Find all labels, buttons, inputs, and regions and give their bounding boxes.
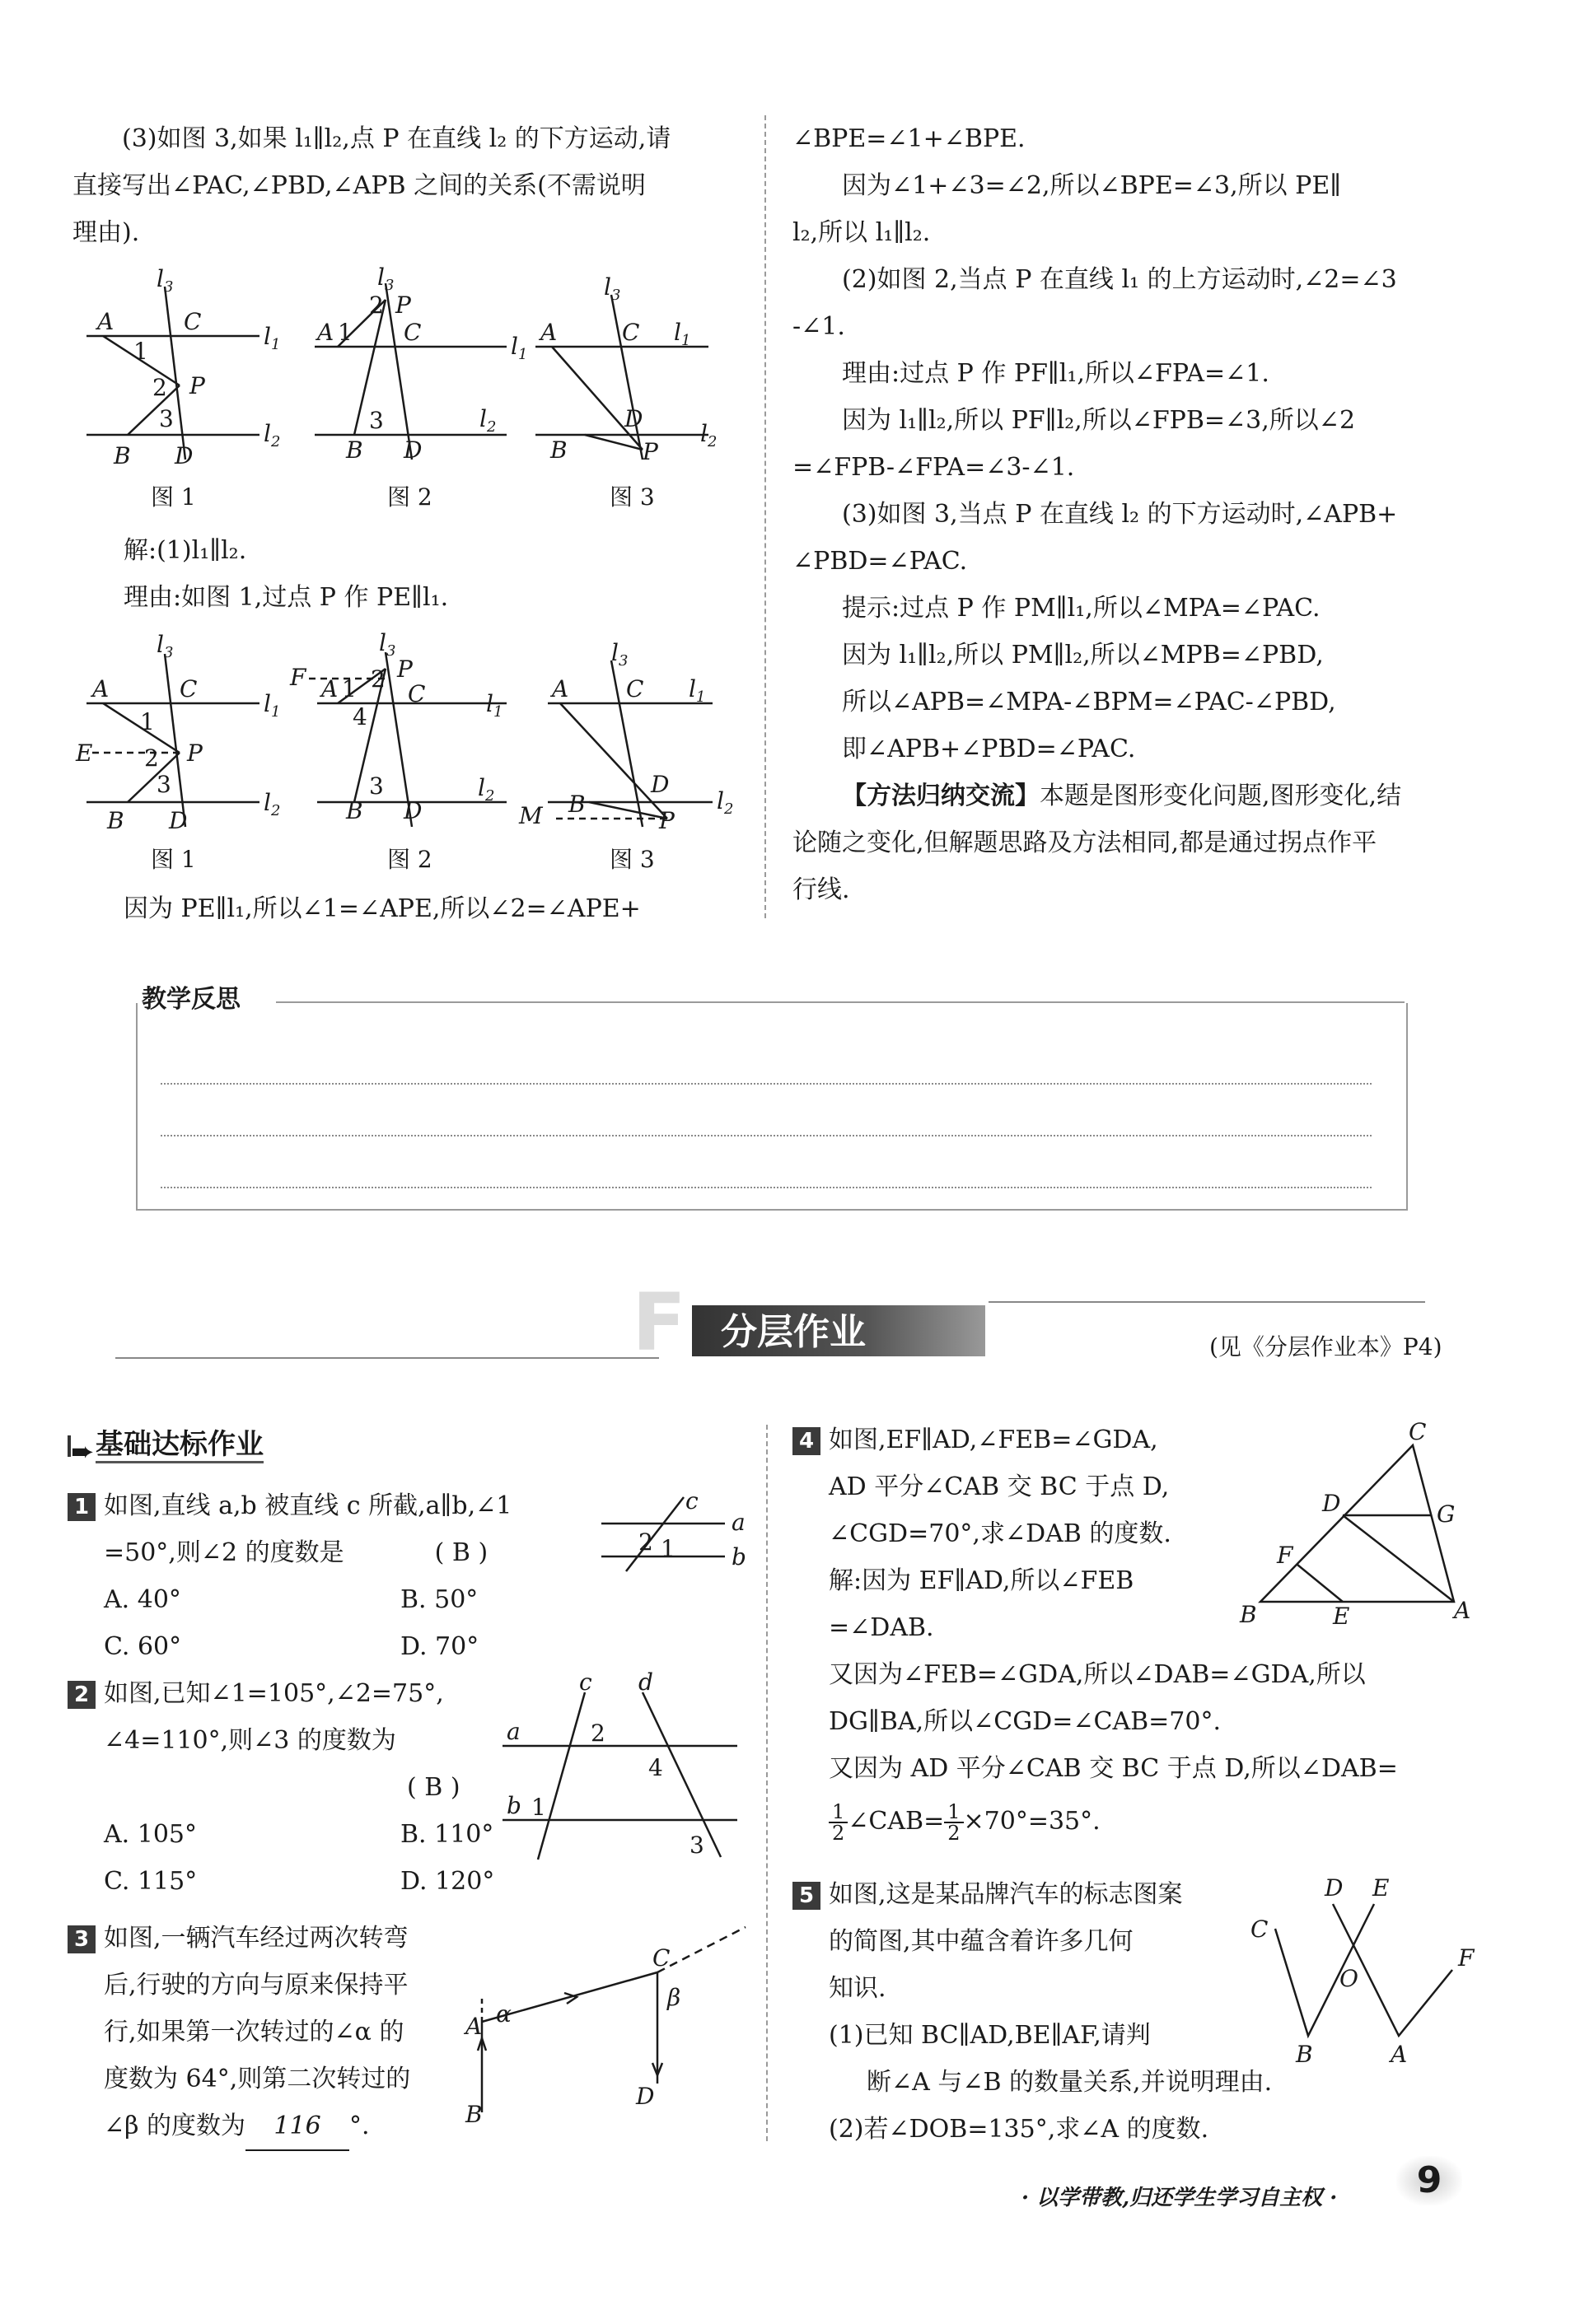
- svg-text:P: P: [187, 740, 203, 767]
- rt-line-7: =∠FPB-∠FPA=∠3-∠1.: [792, 453, 1075, 482]
- svg-text:M: M: [519, 802, 543, 829]
- reflection-top-rule: [276, 1001, 1405, 1003]
- svg-text:F: F: [290, 664, 306, 691]
- rt-method-line-0: [792, 772, 1476, 819]
- svg-text:B: B: [107, 807, 124, 834]
- svg-text:1: 1: [531, 1794, 546, 1821]
- column-divider-top: [764, 115, 766, 918]
- q1-line-1: [68, 1482, 595, 1529]
- q4-frac-2: [944, 1802, 963, 1843]
- svg-text:O: O: [1339, 1965, 1358, 1992]
- svg-text:c: c: [579, 1668, 592, 1696]
- svg-text:D: D: [1322, 1490, 1341, 1517]
- q4-sol-4: 又因为 AD 平分∠CAB 交 BC 于点 D,所以∠DAB=: [829, 1754, 1398, 1783]
- svg-text:l1: $l_1$: [264, 323, 281, 353]
- rt-method-line-2: 行线.: [792, 875, 850, 904]
- q3-last-pre: ∠β 的度数为: [104, 2112, 246, 2140]
- svg-text:a: a: [732, 1509, 746, 1536]
- svg-text:l1: $l_1$: [674, 319, 691, 349]
- svg-text:C: C: [180, 675, 198, 702]
- svg-text:A: A: [97, 308, 115, 335]
- svg-text:l2: $l_2$: [264, 789, 281, 819]
- rt-line-9: ∠PBD=∠PAC.: [792, 547, 968, 576]
- svg-text:D: D: [1325, 1874, 1344, 1902]
- rt-line-2: l₂,所以 l₁∥l₂.: [792, 218, 931, 247]
- q1-option-a: A. 40°: [104, 1585, 181, 1614]
- q4-line-3: ∠CGD=70°,求∠DAB 的度数.: [829, 1519, 1171, 1548]
- sol-fig1-caption: 图 1: [151, 846, 196, 873]
- svg-text:l1: $l_1$: [486, 690, 503, 721]
- svg-text:3: 3: [369, 407, 384, 434]
- svg-text:D: D: [624, 405, 643, 432]
- svg-text:A: A: [540, 319, 558, 346]
- svg-text:1: 1: [342, 675, 357, 702]
- q2-option-a: A. 105°: [104, 1820, 197, 1849]
- q4-block: [792, 1416, 1237, 1651]
- q3-line-1: (3)如图 3,如果 l₁∥l₂,点 P 在直线 l₂ 的下方运动,请: [122, 124, 671, 153]
- svg-text:D: D: [404, 436, 423, 464]
- q2-option-b: B. 110°: [400, 1820, 494, 1849]
- section-rule-right: [989, 1301, 1425, 1303]
- sol-line-2: 理由:如图 1,过点 P 作 PE∥l₁.: [124, 583, 449, 612]
- q3-line-4: 度数为 64°,则第二次转过的: [104, 2065, 411, 2093]
- svg-text:B: B: [1296, 2041, 1313, 2068]
- svg-text:D: D: [175, 442, 194, 469]
- q1-option-b: B. 50°: [400, 1585, 479, 1614]
- q2-option-d: D. 120°: [400, 1867, 495, 1896]
- subsection-title-text: 基础达标作业: [96, 1428, 264, 1463]
- q5-line-1-text: 如图,这是某品牌汽车的标志图案: [829, 1880, 1183, 1909]
- svg-text:1: 1: [661, 1535, 675, 1562]
- svg-text:B: B: [550, 436, 568, 464]
- svg-text:2: 2: [591, 1720, 605, 1747]
- rt-line-5: 理由:过点 P 作 PF∥l₁,所以∠FPA=∠1.: [842, 359, 1269, 388]
- svg-text:P: P: [395, 292, 411, 319]
- q2-figure-svg: [498, 1668, 746, 1861]
- svg-text:2: 2: [369, 292, 384, 319]
- q2-line-2: ∠4=110°,则∠3 的度数为: [104, 1726, 396, 1755]
- q2-figure: [498, 1668, 746, 1861]
- svg-text:β: β: [667, 1984, 681, 2011]
- svg-text:2: 2: [371, 665, 386, 693]
- section-reference: (见《分层作业本》P4): [1209, 1333, 1442, 1360]
- q5-line-1: [792, 1871, 1287, 1918]
- svg-text:F: F: [1277, 1542, 1293, 1569]
- q4-solution-wide: [829, 1651, 1488, 1851]
- rt-line-12: 所以∠APB=∠MPA-∠BPM=∠PAC-∠PBD,: [842, 688, 1336, 716]
- q1-figure: [593, 1487, 750, 1581]
- q1-number: 1: [68, 1493, 96, 1521]
- q4-frac-1: [829, 1802, 848, 1843]
- svg-text:3: 3: [157, 771, 171, 798]
- right-top-column: [792, 115, 1476, 913]
- footer-slogan: · 以学带教,归还学生学习自主权 ·: [1021, 2186, 1338, 2210]
- svg-text:F: F: [1458, 1944, 1475, 1972]
- q5-figure: [1242, 1871, 1481, 2077]
- svg-text:A: A: [92, 675, 110, 702]
- subsection-arrow-icon: ➨: [68, 1435, 89, 1457]
- rt-line-0: ∠BPE=∠1+∠BPE.: [792, 124, 1026, 153]
- svg-text:2: 2: [152, 374, 167, 401]
- svg-text:B: B: [1240, 1601, 1257, 1628]
- q5-sub2: (2)若∠DOB=135°,求∠A 的度数.: [829, 2115, 1209, 2144]
- q4-figure: [1236, 1416, 1483, 1631]
- svg-text:d: d: [638, 1668, 653, 1696]
- q3-block: [68, 1915, 512, 2151]
- svg-text:C: C: [626, 675, 644, 702]
- q3-line-1-text: 如图,一辆汽车经过两次转弯: [104, 1924, 409, 1953]
- reflection-line-2: [161, 1135, 1372, 1136]
- svg-text:l3: $l_3$: [157, 631, 174, 661]
- rt-line-13: 即∠APB+∠PBD=∠PAC.: [842, 735, 1136, 763]
- q1-option-d: D. 70°: [400, 1632, 479, 1661]
- svg-text:1: 1: [133, 338, 148, 365]
- svg-text:c: c: [685, 1487, 699, 1514]
- method-tag: 【方法归纳交流】: [842, 782, 1040, 810]
- svg-text:4: 4: [353, 703, 367, 730]
- svg-text:b: b: [507, 1792, 521, 1819]
- svg-text:2: 2: [638, 1528, 653, 1556]
- q3-number: 3: [68, 1925, 96, 1953]
- rt-line-10: 提示:过点 P 作 PM∥l₁,所以∠MPA=∠PAC.: [842, 594, 1321, 623]
- svg-text:3: 3: [159, 405, 174, 432]
- q2-option-c: C. 115°: [104, 1867, 198, 1896]
- section-letter-badge: F: [632, 1276, 686, 1369]
- q4-final-b: ×70°=35°.: [963, 1807, 1101, 1836]
- svg-text:C: C: [622, 319, 640, 346]
- svg-text:C: C: [408, 680, 426, 707]
- svg-text:l1: $l_1$: [689, 675, 706, 706]
- svg-text:C: C: [1250, 1916, 1269, 1943]
- q3-line-5: [68, 2102, 512, 2151]
- svg-text:l2: $l_2$: [479, 405, 497, 436]
- q5-line-3: 知识.: [829, 1974, 886, 2003]
- svg-text:E: E: [76, 740, 93, 767]
- q1-figure-svg: [593, 1487, 750, 1581]
- q5-line-2: 的简图,其中蕴含着许多几何: [829, 1927, 1134, 1956]
- rt-line-8: (3)如图 3,当点 P 在直线 l₂ 的下方运动时,∠APB+: [842, 500, 1398, 529]
- section-rule-left: [115, 1357, 659, 1359]
- q2-line-1-text: 如图,已知∠1=105°,∠2=75°,: [104, 1679, 444, 1708]
- reflection-title: 教学反思: [142, 985, 241, 1014]
- svg-text:D: D: [404, 797, 423, 824]
- svg-text:D: D: [636, 2083, 655, 2110]
- svg-text:l1: $l_1$: [511, 333, 528, 363]
- svg-text:B: B: [114, 442, 131, 469]
- q5-figure-svg: [1242, 1871, 1481, 2077]
- page-number: 9: [1396, 2156, 1462, 2205]
- rt-line-11: 因为 l₁∥l₂,所以 PM∥l₂,所以∠MPB=∠PBD,: [842, 641, 1324, 670]
- solution-figures-svg: [74, 628, 766, 866]
- svg-text:a: a: [507, 1718, 521, 1745]
- section-title: 分层作业: [721, 1311, 866, 1353]
- q3-line-2: 直接写出∠PAC,∠PBD,∠APB 之间的关系(不需说明: [72, 171, 646, 200]
- svg-text:B: B: [465, 2101, 483, 2128]
- svg-text:l3: $l_3$: [611, 639, 629, 670]
- q5-sub1-line-2: 断∠A 与∠B 的数量关系,并说明理由.: [867, 2068, 1273, 2097]
- solution-figure-row: [74, 628, 766, 866]
- q4-line-1-text: 如图,EF∥AD,∠FEB=∠GDA,: [829, 1426, 1158, 1454]
- svg-text:D: D: [651, 771, 670, 798]
- svg-text:B: B: [346, 797, 363, 824]
- q5-number: 5: [792, 1882, 820, 1910]
- svg-text:P: P: [659, 807, 675, 834]
- q4-frac-1-den: 2: [832, 1822, 845, 1845]
- svg-text:C: C: [652, 1944, 671, 1972]
- q4-frac-2-num: 1: [944, 1802, 963, 1823]
- sol-fig2-caption: 图 2: [387, 846, 432, 873]
- q1-line-2-text: =50°,则∠2 的度数是: [104, 1538, 344, 1567]
- svg-text:G: G: [1437, 1500, 1456, 1528]
- reflection-line-1: [161, 1083, 1372, 1085]
- q4-frac-2-den: 2: [947, 1822, 961, 1845]
- svg-text:C: C: [1409, 1418, 1427, 1445]
- svg-text:α: α: [496, 2000, 512, 2028]
- svg-text:D: D: [169, 807, 188, 834]
- svg-text:A: A: [321, 675, 339, 702]
- top-fig3-caption: 图 3: [610, 483, 655, 511]
- svg-text:3: 3: [369, 772, 384, 800]
- left-top-column: [72, 115, 756, 256]
- left-last-line: [124, 885, 766, 932]
- q1-line-2: =50°,则∠2 的度数是 ( B ): [104, 1538, 488, 1567]
- subsection-title: [68, 1421, 264, 1468]
- svg-text:P: P: [189, 372, 205, 399]
- svg-text:A: A: [1391, 2041, 1408, 2068]
- svg-text:l3: $l_3$: [377, 264, 395, 294]
- svg-text:l3: $l_3$: [379, 629, 396, 660]
- sol-fig3-caption: 图 3: [610, 846, 655, 873]
- svg-text:4: 4: [648, 1754, 663, 1781]
- q3-figure: [461, 1906, 758, 2129]
- q3-line-1: [68, 1915, 512, 1962]
- svg-text:1: 1: [338, 319, 353, 346]
- svg-text:A: A: [465, 2013, 483, 2040]
- reflection-box: [136, 1003, 1408, 1211]
- rt-line-4: -∠1.: [792, 312, 845, 341]
- sol-line-1: 解:(1)l₁∥l₂.: [124, 536, 247, 565]
- svg-text:A: A: [1454, 1597, 1471, 1624]
- svg-text:l2: $l_2$: [478, 774, 495, 805]
- svg-text:A: A: [552, 675, 569, 702]
- svg-text:C: C: [404, 319, 422, 346]
- q4-sol-0: 解:因为 EF∥AD,所以∠FEB: [829, 1566, 1134, 1595]
- svg-text:E: E: [1333, 1603, 1350, 1630]
- svg-text:b: b: [732, 1543, 746, 1570]
- q5-block: [792, 1871, 1287, 2153]
- left-solution: [124, 527, 766, 621]
- svg-text:C: C: [184, 308, 202, 335]
- rt-line-3: (2)如图 2,当点 P 在直线 l₁ 的上方运动时,∠2=∠3: [842, 265, 1397, 294]
- method-line-0: 本题是图形变化问题,图形变化,结: [1040, 782, 1402, 810]
- reflection-line-3: [161, 1187, 1372, 1188]
- q1-block: [68, 1482, 595, 1670]
- q1-answer: B: [451, 1538, 470, 1567]
- top-fig2-caption: 图 2: [387, 483, 432, 511]
- svg-text:l1: $l_1$: [264, 690, 281, 721]
- q2-answer: B: [424, 1773, 443, 1802]
- svg-text:B: B: [346, 436, 363, 464]
- q4-sol-final: [829, 1792, 1488, 1851]
- q3-line-3: 行,如果第一次转过的∠α 的: [104, 2018, 404, 2046]
- q4-sol-1: =∠DAB.: [829, 1613, 934, 1642]
- q3-line-2: 后,行驶的方向与原来保持平: [104, 1971, 409, 2000]
- q2-options-row-2: [68, 1858, 595, 1905]
- q5-sub1-line-1: (1)已知 BC∥AD,BE∥AF,请判: [829, 2021, 1151, 2050]
- left-last-line-text: 因为 PE∥l₁,所以∠1=∠APE,所以∠2=∠APE+: [124, 894, 641, 923]
- q3-last-post: °.: [349, 2112, 370, 2140]
- q3-figure-svg: [461, 1906, 758, 2129]
- rt-line-6: 因为 l₁∥l₂,所以 PF∥l₂,所以∠FPB=∠3,所以∠2: [842, 406, 1356, 435]
- q2-number: 2: [68, 1681, 96, 1709]
- q1-options-row-2: [68, 1623, 595, 1670]
- rt-method-line-1: 论随之变化,但解题思路及方法相同,都是通过拐点作平: [792, 828, 1377, 857]
- top-fig1-caption: 图 1: [151, 483, 196, 511]
- q4-frac-1-num: 1: [829, 1802, 848, 1823]
- q4-line-2: AD 平分∠CAB 交 BC 于点 D,: [829, 1472, 1170, 1501]
- svg-text:l2: $l_2$: [700, 420, 718, 450]
- svg-text:3: 3: [689, 1832, 704, 1859]
- svg-text:2: 2: [144, 744, 159, 772]
- q1-option-c: C. 60°: [104, 1632, 182, 1661]
- q2-answer-line: ( B ): [407, 1773, 460, 1802]
- svg-text:P: P: [397, 656, 413, 683]
- q4-number: 4: [792, 1427, 820, 1455]
- q4-line-1: [792, 1416, 1237, 1463]
- q3-answer: 116: [245, 2102, 349, 2151]
- q4-final-a: ∠CAB=: [848, 1807, 945, 1836]
- svg-text:A: A: [317, 319, 334, 346]
- q3-line-3: 理由).: [72, 218, 140, 247]
- svg-text:P: P: [643, 438, 658, 465]
- rt-line-1: 因为∠1+∠3=∠2,所以∠BPE=∠3,所以 PE∥: [842, 171, 1342, 200]
- column-divider-bottom: [766, 1425, 768, 2141]
- q1-line-1-text: 如图,直线 a,b 被直线 c 所截,a∥b,∠1: [104, 1491, 512, 1520]
- q1-options-row-1: [68, 1576, 595, 1623]
- svg-text:1: 1: [140, 708, 155, 735]
- svg-text:l2: $l_2$: [264, 420, 281, 450]
- q4-figure-svg: [1236, 1416, 1483, 1631]
- svg-text:l2: $l_2$: [717, 787, 734, 818]
- svg-text:E: E: [1372, 1874, 1390, 1902]
- q4-sol-2: 又因为∠FEB=∠GDA,所以∠DAB=∠GDA,所以: [829, 1660, 1366, 1689]
- svg-text:l3: $l_3$: [604, 273, 621, 304]
- q4-sol-3: DG∥BA,所以∠CGD=∠CAB=70°.: [829, 1707, 1222, 1736]
- svg-text:l3: $l_3$: [157, 265, 174, 296]
- svg-text:B: B: [568, 791, 586, 818]
